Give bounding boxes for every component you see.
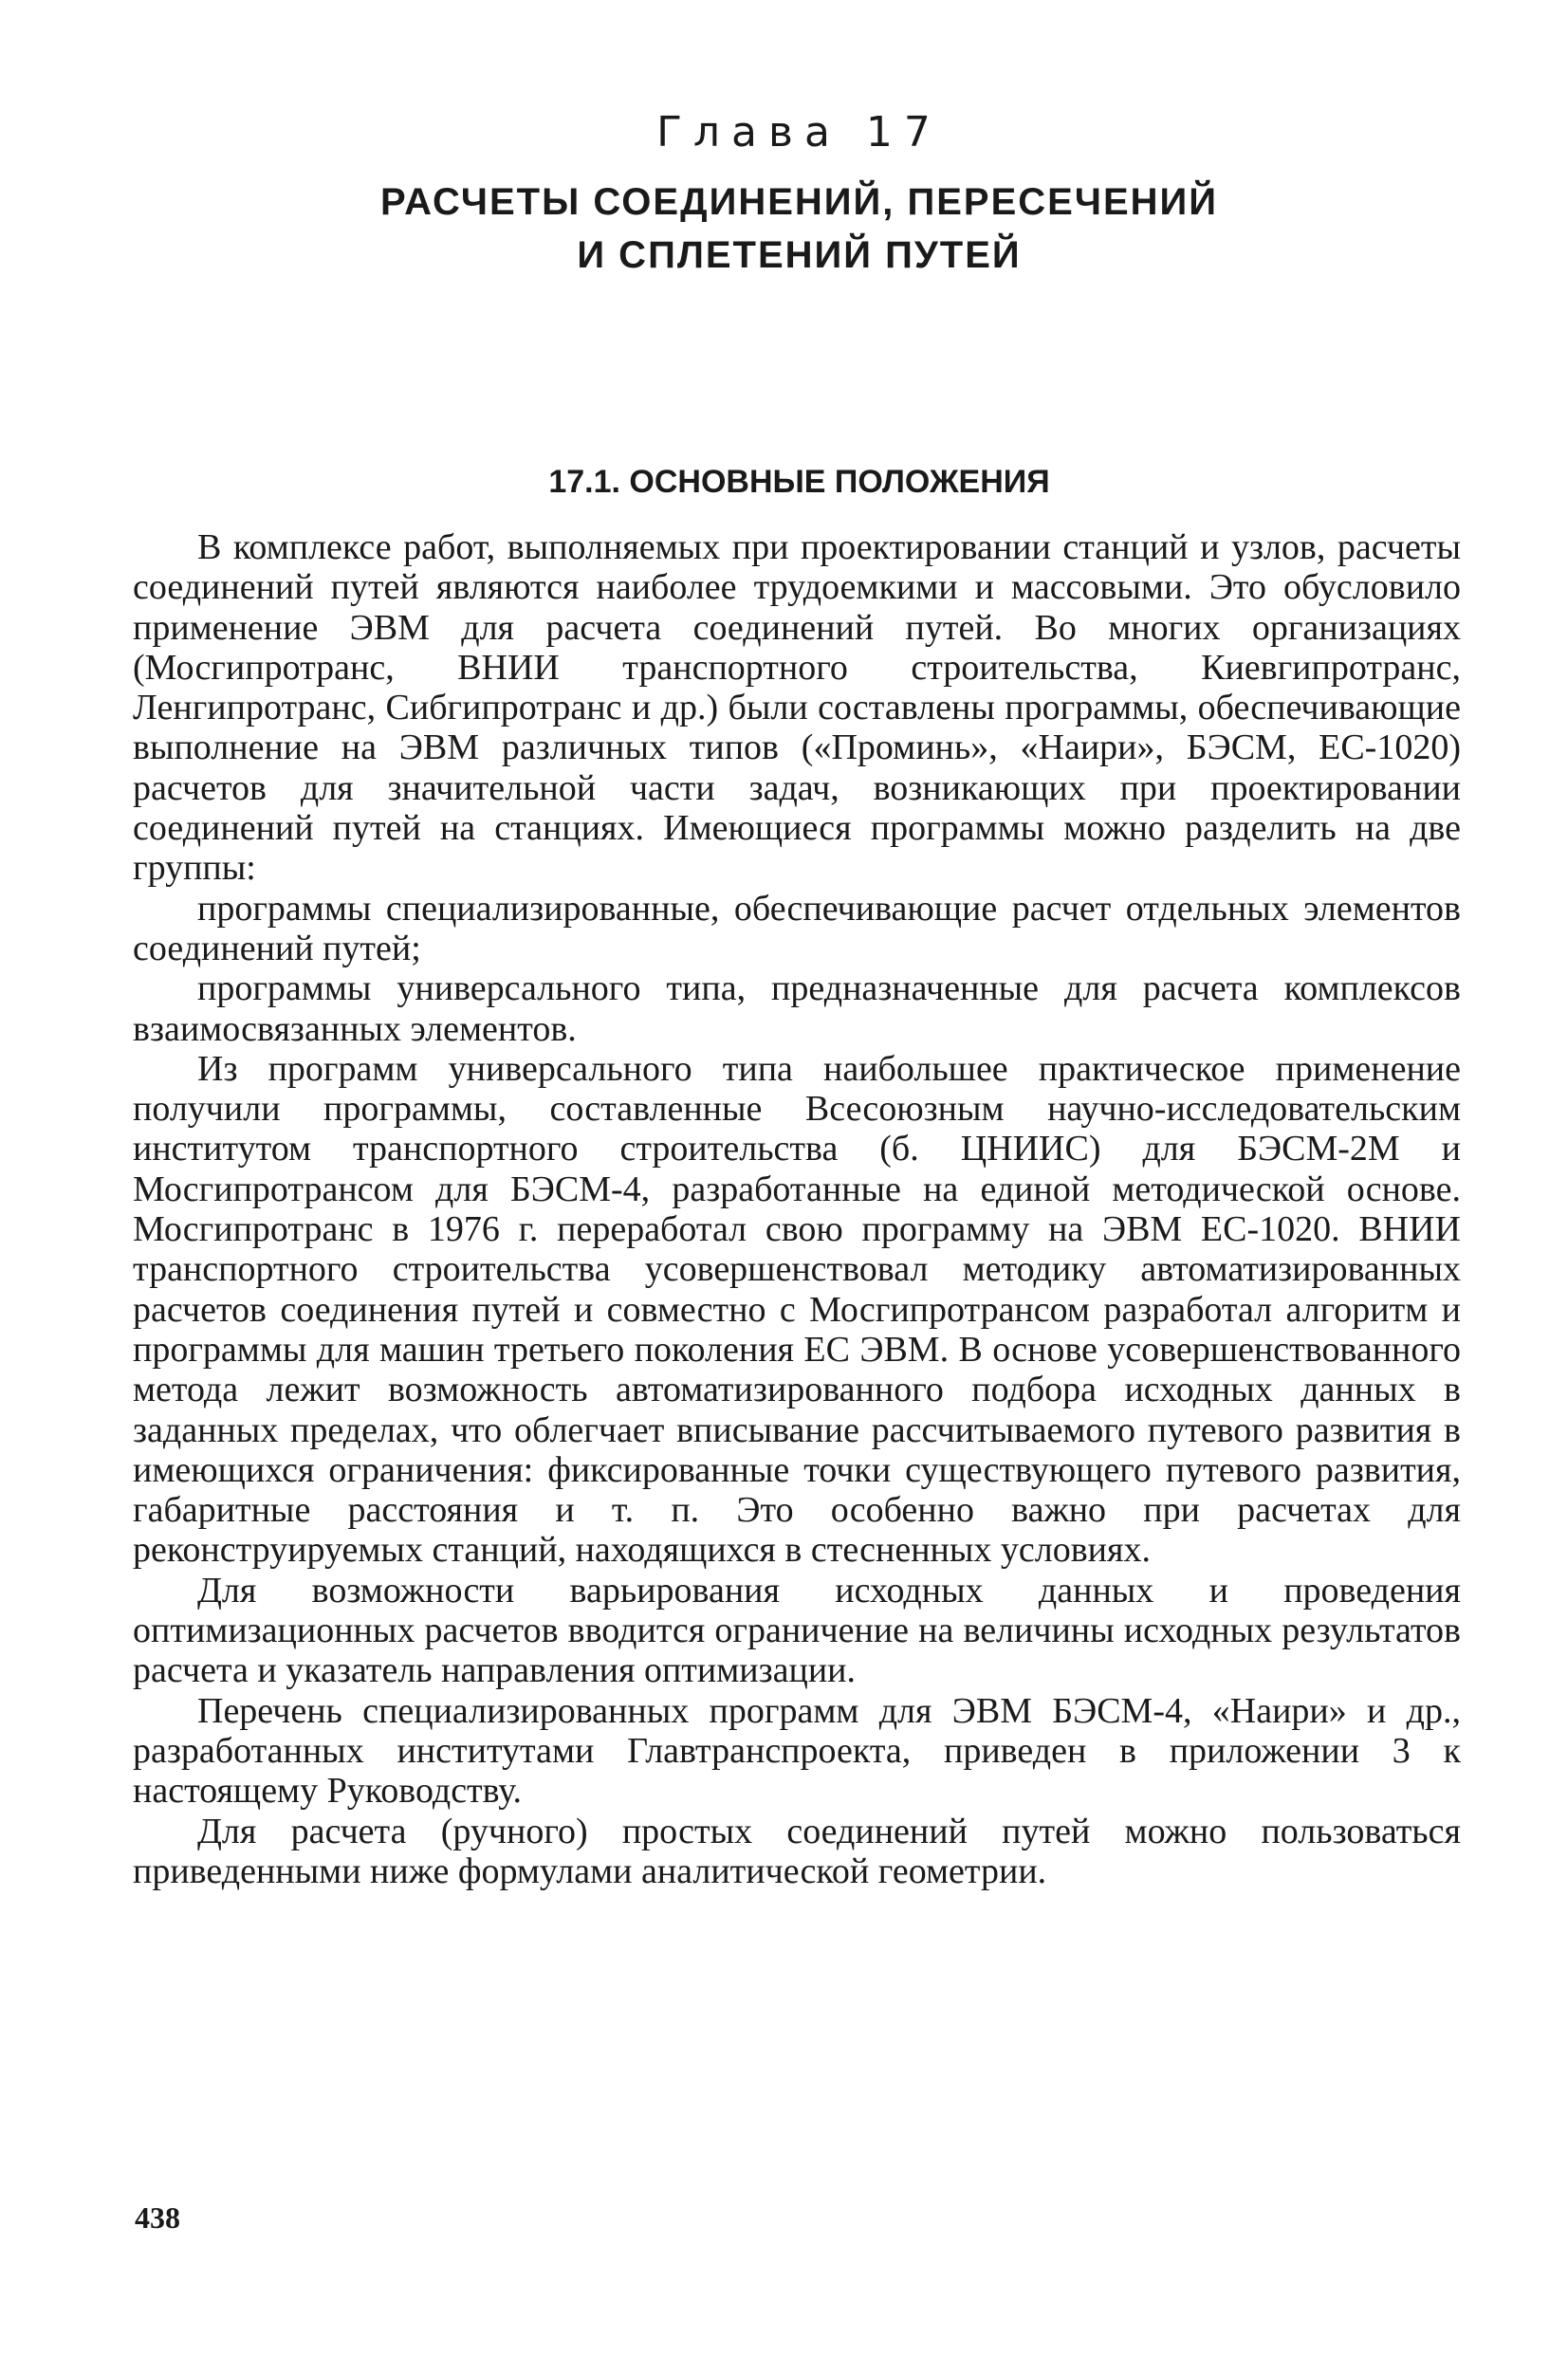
page-number: 438 <box>135 2200 180 2235</box>
paragraph: программы универсального типа, предназначенные для расчета комплексов взаимосвязанных элементов. <box>133 968 1461 1049</box>
chapter-label: Глава 17 <box>656 108 942 156</box>
paragraph: Из программ универсального типа наибольшее практическое применение получили программы, составленные Всесоюзным научно-исследовательским институтом транспортного строительства (б. ЦНИИС) для БЭСМ-2М и Мосгипротрансом для БЭСМ-4, разработанные на единой методической основе. Мосгипротранс в 1976 г. переработал свою программу на ЭВМ ЕС-1020. ВНИИ транспортного строительства усовершенствовал методику автоматизированных расчетов соединения путей и совместно с Мосгипротрансом разработал алгоритм и программы для машин третьего поколения ЕС ЭВМ. В основе усовершенствованного метода лежит возможность автоматизированного подбора исходных данных в заданных пределах, что облегчает вписывание рассчитываемого путевого развития в имеющихся ограничения: фиксированные точки существующего путевого развития, габаритные расстояния и т. п. Это особенно важно при расчетах для реконструируемых станций, находящихся в стесненных условиях. <box>133 1048 1461 1571</box>
paragraph: Для возможности варьирования исходных данных и проведения оптимизационных расчетов вводится ограничение на величины исходных результатов расчета и указатель направления оптимизации. <box>133 1570 1461 1691</box>
paragraph: программы специализированные, обеспечивающие расчет отдельных элементов соединений путей; <box>133 888 1461 968</box>
paragraph: Перечень специализированных программ для ЭВМ БЭСМ-4, «Наири» и др., разработанных институтами Главтранспроекта, приведен в приложении 3 к настоящему Руководству. <box>133 1690 1461 1812</box>
paragraph: Для расчета (ручного) простых соединений путей можно пользоваться приведенными ниже формулами аналитической геометрии. <box>133 1811 1461 1891</box>
paragraph: В комплексе работ, выполняемых при проектировании станций и узлов, расчеты соединений путей являются наиболее трудоемкими и массовыми. Это обусловило применение ЭВМ для расчета соединений путей. Во многих организациях (Мосгипротранс, ВНИИ транспортного строительства, Киевгипротранс, Ленгипротранс, Сибгипротранс и др.) были составлены программы, обеспечивающие выполнение на ЭВМ различных типов («Проминь», «Наири», БЭСМ, ЕС-1020) расчетов для значительной части задач, возникающих при проектировании соединений путей на станциях. Имеющиеся программы можно разделить на две группы: <box>133 527 1461 889</box>
section-title: 17.1. ОСНОВНЫЕ ПОЛОЖЕНИЯ <box>548 464 1050 500</box>
book-page <box>133 0 1466 2375</box>
body-text <box>133 527 1461 1891</box>
chapter-title <box>133 175 1466 282</box>
chapter-title-line-1: РАСЧЕТЫ СОЕДИНЕНИЙ, ПЕРЕСЕЧЕНИЙ <box>379 181 1219 223</box>
chapter-title-line-2: И СПЛЕТЕНИЙ ПУТЕЙ <box>577 234 1022 276</box>
